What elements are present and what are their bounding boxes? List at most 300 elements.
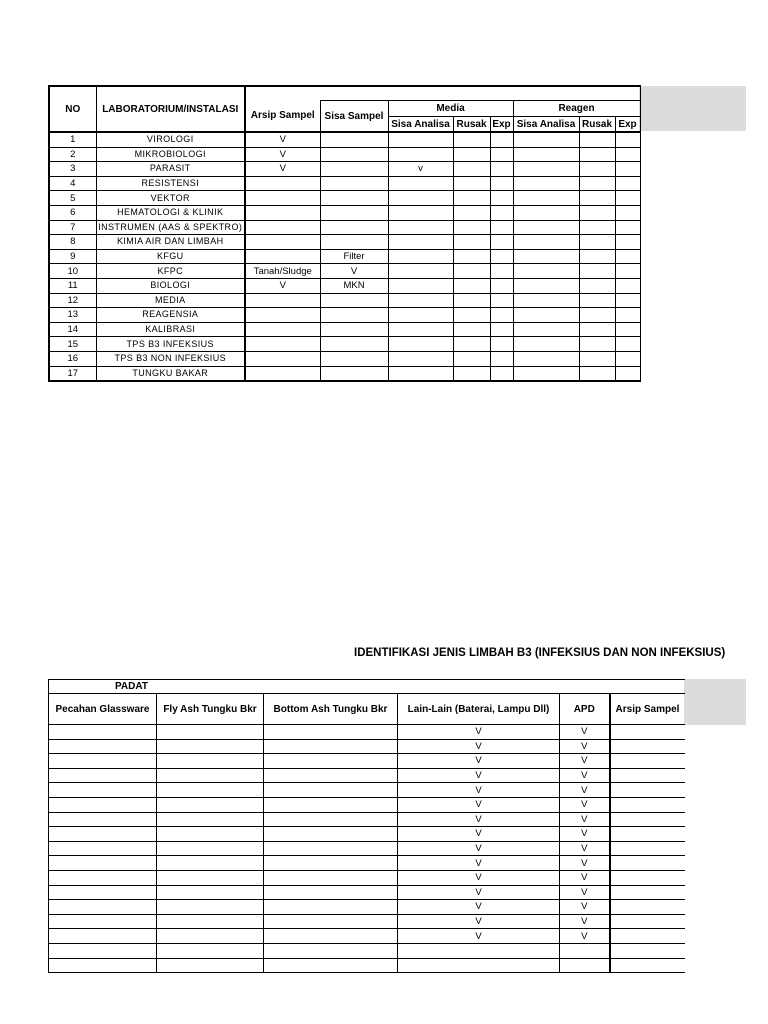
table-row [49,856,685,871]
table-row [49,885,685,900]
cell-sisa-sampel: MKN [320,278,388,293]
header-reagen-exp: Exp [615,117,640,132]
cell-reagen-rusak [579,308,615,323]
header-pecahan-glassware: Pecahan Glassware [49,694,157,725]
cell-media-exp [490,220,513,235]
cell-sisa-sampel [320,205,388,220]
cell-media-exp [490,366,513,381]
cell-arsip-sampel [610,754,685,769]
cell-apd: V [560,914,610,929]
cell-reagen-exp [615,147,640,162]
cell-bottom-ash [264,768,398,783]
cell-arsip-sampel [245,293,320,308]
cell-media-rusak [453,162,490,177]
table-row [49,754,685,769]
table-row [49,943,685,958]
cell-reagen-sisa-analisa [513,176,579,191]
cell-media-exp [490,205,513,220]
cell-arsip-sampel [610,797,685,812]
cell-apd [560,943,610,958]
cell-reagen-rusak [579,264,615,279]
cell-fly-ash [157,914,264,929]
cell-pecahan-glassware [49,797,157,812]
cell-media-exp [490,308,513,323]
cell-reagen-sisa-analisa [513,322,579,337]
table-row [49,725,685,740]
cell-apd: V [560,885,610,900]
cell-bottom-ash [264,900,398,915]
cell-reagen-rusak [579,249,615,264]
cell-sisa-sampel [320,351,388,366]
cell-media-sisa-analisa [388,176,453,191]
cell-fly-ash [157,856,264,871]
cell-media-exp [490,293,513,308]
cell-apd: V [560,812,610,827]
cell-lain-lain: V [398,754,560,769]
cell-media-exp [490,278,513,293]
cell-media-sisa-analisa [388,308,453,323]
cell-arsip-sampel: Tanah/Sludge [245,264,320,279]
cell-media-sisa-analisa [388,351,453,366]
cell-pecahan-glassware [49,754,157,769]
cell-laboratorium: BIOLOGI [96,278,245,293]
cell-arsip-sampel: V [245,132,320,147]
cell-lain-lain [398,958,560,973]
cell-apd: V [560,768,610,783]
cell-reagen-sisa-analisa [513,249,579,264]
table-row [49,739,685,754]
cell-bottom-ash [264,885,398,900]
cell-media-exp [490,191,513,206]
cell-no: 2 [49,147,96,162]
cell-media-rusak [453,351,490,366]
cell-arsip-sampel [610,900,685,915]
cell-apd: V [560,797,610,812]
cell-arsip-sampel [610,725,685,740]
table-row [49,812,685,827]
table-row [49,841,685,856]
cell-pecahan-glassware [49,914,157,929]
cell-bottom-ash [264,914,398,929]
cell-laboratorium: KALIBRASI [96,322,245,337]
cell-reagen-rusak [579,351,615,366]
cell-reagen-exp [615,205,640,220]
cell-reagen-rusak [579,322,615,337]
cell-reagen-exp [615,337,640,352]
cell-sisa-sampel: Filter [320,249,388,264]
cell-arsip-sampel [245,322,320,337]
header-fly-ash: Fly Ash Tungku Bkr [157,694,264,725]
cell-no: 5 [49,191,96,206]
cell-bottom-ash [264,827,398,842]
cell-laboratorium: TUNGKU BAKAR [96,366,245,381]
cell-pecahan-glassware [49,943,157,958]
cell-no: 16 [49,351,96,366]
cell-reagen-exp [615,249,640,264]
table-row [49,929,685,944]
table-row [49,958,685,973]
cell-reagen-sisa-analisa [513,205,579,220]
cell-media-rusak [453,308,490,323]
cell-media-sisa-analisa [388,205,453,220]
cell-reagen-sisa-analisa [513,162,579,177]
cell-media-exp [490,132,513,147]
cell-media-sisa-analisa [388,220,453,235]
table-row [49,293,640,308]
cell-arsip-sampel [245,191,320,206]
cell-media-sisa-analisa [388,147,453,162]
cell-media-exp [490,337,513,352]
cell-no: 8 [49,235,96,250]
header-reagen-rusak: Rusak [579,117,615,132]
cell-reagen-rusak [579,220,615,235]
cell-reagen-rusak [579,235,615,250]
cell-sisa-sampel: V [320,264,388,279]
cell-arsip-sampel: V [245,147,320,162]
cell-lain-lain: V [398,739,560,754]
header-sisa-sampel: Sisa Sampel [320,101,388,133]
cell-laboratorium: MEDIA [96,293,245,308]
cell-reagen-rusak [579,176,615,191]
cell-lain-lain: V [398,725,560,740]
cell-pecahan-glassware [49,739,157,754]
table-row [49,351,640,366]
table-row [49,278,640,293]
cell-lain-lain [398,943,560,958]
cell-pecahan-glassware [49,812,157,827]
cell-media-rusak [453,235,490,250]
cell-apd: V [560,841,610,856]
cell-bottom-ash [264,754,398,769]
table-row [49,783,685,798]
cell-laboratorium: HEMATOLOGI & KLINIK [96,205,245,220]
table-row [49,176,640,191]
cell-lain-lain: V [398,827,560,842]
table-row [49,797,685,812]
cell-fly-ash [157,958,264,973]
table-row [49,337,640,352]
cell-reagen-exp [615,220,640,235]
table-row [49,162,640,177]
cell-fly-ash [157,739,264,754]
table-row [49,147,640,162]
table-row [49,768,685,783]
header-lain-lain: Lain-Lain (Baterai, Lampu Dll) [398,694,560,725]
cell-media-exp [490,162,513,177]
cell-no: 12 [49,293,96,308]
cell-media-rusak [453,264,490,279]
laboratory-table [48,85,641,382]
table-row [49,205,640,220]
cell-reagen-rusak [579,205,615,220]
cell-arsip-sampel [610,783,685,798]
cell-apd: V [560,929,610,944]
cell-lain-lain: V [398,914,560,929]
cell-fly-ash [157,870,264,885]
cell-bottom-ash [264,739,398,754]
cell-media-rusak [453,337,490,352]
cell-apd: V [560,870,610,885]
cell-reagen-exp [615,366,640,381]
cell-media-exp [490,235,513,250]
cell-bottom-ash [264,870,398,885]
cell-pecahan-glassware [49,768,157,783]
cell-media-rusak [453,191,490,206]
header-media-sisa-analisa: Sisa Analisa [388,117,453,132]
cell-pecahan-glassware [49,870,157,885]
table-row [49,900,685,915]
cell-media-rusak [453,278,490,293]
cell-arsip-sampel [610,768,685,783]
table-row [49,322,640,337]
table-row [49,827,685,842]
table-row [49,914,685,929]
cell-reagen-rusak [579,147,615,162]
cell-arsip-sampel [610,914,685,929]
cell-arsip-sampel [245,220,320,235]
cell-reagen-sisa-analisa [513,220,579,235]
cell-bottom-ash [264,856,398,871]
waste-type-table [48,679,685,973]
cell-laboratorium: VIROLOGI [96,132,245,147]
cell-arsip-sampel [610,841,685,856]
cell-fly-ash [157,783,264,798]
header-arsip-sampel-2: Arsip Sampel [610,694,685,725]
cell-lain-lain: V [398,885,560,900]
cell-apd: V [560,739,610,754]
cell-bottom-ash [264,783,398,798]
cell-reagen-exp [615,322,640,337]
cell-media-rusak [453,205,490,220]
cell-bottom-ash [264,797,398,812]
cell-reagen-rusak [579,162,615,177]
cell-pecahan-glassware [49,827,157,842]
cell-apd: V [560,827,610,842]
cell-apd: V [560,754,610,769]
cell-reagen-rusak [579,293,615,308]
cell-laboratorium: PARASIT [96,162,245,177]
cell-sisa-sampel [320,191,388,206]
cell-reagen-sisa-analisa [513,337,579,352]
cell-reagen-sisa-analisa [513,191,579,206]
cell-media-sisa-analisa [388,278,453,293]
cell-media-exp [490,322,513,337]
cell-lain-lain: V [398,783,560,798]
cell-arsip-sampel [245,235,320,250]
cell-arsip-sampel [610,929,685,944]
cell-media-rusak [453,176,490,191]
cell-no: 3 [49,162,96,177]
cell-reagen-sisa-analisa [513,293,579,308]
cell-sisa-sampel [320,337,388,352]
table-row [49,191,640,206]
cell-media-rusak [453,322,490,337]
cell-no: 11 [49,278,96,293]
table-row [49,264,640,279]
cell-fly-ash [157,754,264,769]
cell-bottom-ash [264,929,398,944]
cell-media-sisa-analisa [388,235,453,250]
cell-reagen-sisa-analisa [513,235,579,250]
cell-fly-ash [157,827,264,842]
header-shading-top [639,86,746,131]
cell-no: 13 [49,308,96,323]
header-apd: APD [560,694,610,725]
cell-media-rusak [453,366,490,381]
cell-lain-lain: V [398,812,560,827]
cell-arsip-sampel [610,812,685,827]
cell-media-sisa-analisa: v [388,162,453,177]
cell-lain-lain: V [398,900,560,915]
cell-no: 6 [49,205,96,220]
cell-fly-ash [157,725,264,740]
cell-no: 4 [49,176,96,191]
cell-fly-ash [157,900,264,915]
cell-sisa-sampel [320,235,388,250]
cell-arsip-sampel [610,739,685,754]
cell-no: 15 [49,337,96,352]
cell-laboratorium: KFPC [96,264,245,279]
cell-media-rusak [453,147,490,162]
cell-sisa-sampel [320,132,388,147]
cell-arsip-sampel [610,827,685,842]
cell-media-exp [490,147,513,162]
header-arsip-sampel: Arsip Sampel [245,101,320,133]
cell-reagen-exp [615,308,640,323]
group-padat: PADAT [49,680,685,694]
cell-reagen-exp [615,264,640,279]
table-row [49,235,640,250]
cell-laboratorium: REAGENSIA [96,308,245,323]
cell-sisa-sampel [320,162,388,177]
cell-sisa-sampel [320,366,388,381]
cell-media-rusak [453,249,490,264]
cell-reagen-sisa-analisa [513,366,579,381]
cell-sisa-sampel [320,176,388,191]
cell-laboratorium: VEKTOR [96,191,245,206]
table-row [49,249,640,264]
cell-reagen-exp [615,176,640,191]
cell-laboratorium: KFGU [96,249,245,264]
cell-sisa-sampel [320,220,388,235]
cell-lain-lain: V [398,856,560,871]
cell-arsip-sampel [245,308,320,323]
cell-lain-lain: V [398,768,560,783]
cell-reagen-exp [615,278,640,293]
header-reagen: Reagen [513,101,640,117]
cell-bottom-ash [264,812,398,827]
cell-laboratorium: MIKROBIOLOGI [96,147,245,162]
cell-media-sisa-analisa [388,293,453,308]
cell-apd: V [560,783,610,798]
cell-arsip-sampel [610,870,685,885]
table-row [49,366,640,381]
cell-pecahan-glassware [49,929,157,944]
cell-fly-ash [157,812,264,827]
cell-fly-ash [157,885,264,900]
cell-arsip-sampel: V [245,278,320,293]
cell-pecahan-glassware [49,958,157,973]
cell-arsip-sampel: V [245,162,320,177]
cell-fly-ash [157,841,264,856]
cell-reagen-sisa-analisa [513,278,579,293]
cell-reagen-exp [615,132,640,147]
cell-reagen-rusak [579,366,615,381]
cell-lain-lain: V [398,841,560,856]
cell-laboratorium: INSTRUMEN (AAS & SPEKTRO) [96,220,245,235]
cell-fly-ash [157,929,264,944]
cell-fly-ash [157,943,264,958]
cell-apd: V [560,856,610,871]
header-bottom-ash: Bottom Ash Tungku Bkr [264,694,398,725]
cell-no: 7 [49,220,96,235]
cell-reagen-sisa-analisa [513,308,579,323]
cell-arsip-sampel [610,943,685,958]
cell-media-sisa-analisa [388,322,453,337]
cell-media-rusak [453,132,490,147]
cell-media-sisa-analisa [388,264,453,279]
cell-arsip-sampel [245,351,320,366]
cell-pecahan-glassware [49,885,157,900]
cell-reagen-rusak [579,191,615,206]
cell-lain-lain: V [398,929,560,944]
cell-arsip-sampel [245,366,320,381]
cell-no: 9 [49,249,96,264]
cell-media-rusak [453,220,490,235]
cell-arsip-sampel [245,249,320,264]
cell-pecahan-glassware [49,856,157,871]
cell-media-exp [490,264,513,279]
cell-fly-ash [157,768,264,783]
header-media: Media [388,101,513,117]
cell-reagen-exp [615,235,640,250]
cell-media-sisa-analisa [388,337,453,352]
cell-apd: V [560,725,610,740]
cell-no: 1 [49,132,96,147]
header-top-blank [245,86,640,101]
header-reagen-sisa-analisa: Sisa Analisa [513,117,579,132]
cell-media-sisa-analisa [388,191,453,206]
cell-sisa-sampel [320,322,388,337]
table-row [49,870,685,885]
table-row [49,132,640,147]
cell-reagen-sisa-analisa [513,147,579,162]
cell-arsip-sampel [245,337,320,352]
cell-reagen-rusak [579,132,615,147]
cell-no: 17 [49,366,96,381]
cell-pecahan-glassware [49,783,157,798]
cell-bottom-ash [264,958,398,973]
cell-sisa-sampel [320,147,388,162]
cell-reagen-exp [615,162,640,177]
cell-apd: V [560,900,610,915]
cell-bottom-ash [264,841,398,856]
cell-arsip-sampel [610,856,685,871]
cell-fly-ash [157,797,264,812]
cell-lain-lain: V [398,797,560,812]
cell-reagen-exp [615,191,640,206]
cell-laboratorium: TPS B3 NON INFEKSIUS [96,351,245,366]
header-no: NO [49,86,96,132]
cell-apd [560,958,610,973]
cell-pecahan-glassware [49,725,157,740]
cell-sisa-sampel [320,308,388,323]
header-media-rusak: Rusak [453,117,490,132]
cell-reagen-rusak [579,337,615,352]
header-media-exp: Exp [490,117,513,132]
cell-lain-lain: V [398,870,560,885]
cell-no: 14 [49,322,96,337]
